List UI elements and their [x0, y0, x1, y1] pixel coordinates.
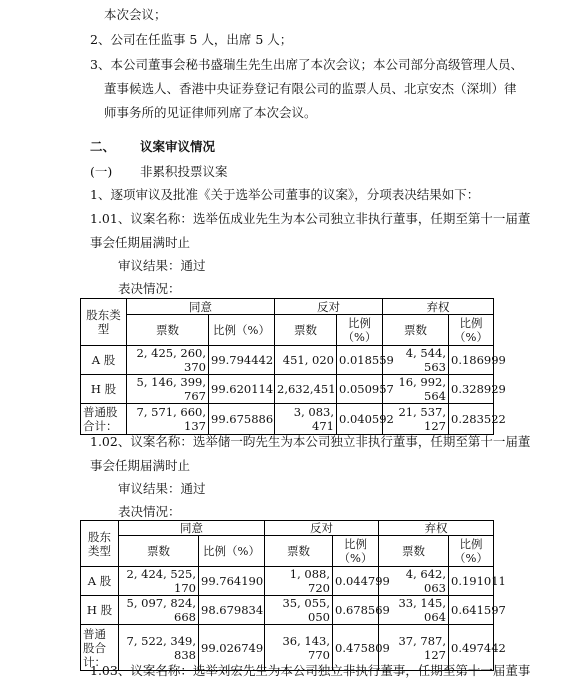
- header-abstain: 弃权: [383, 299, 494, 315]
- cell-abstain-votes: 33, 145, 064: [379, 596, 449, 625]
- cell-against-votes: 2,632,451: [275, 375, 337, 404]
- cell-abstain-ratio: 0.283522: [449, 404, 494, 435]
- cell-abstain-votes: 37, 787, 127: [379, 625, 449, 671]
- cell-against-votes: 3, 083, 471: [275, 404, 337, 435]
- header-against-ratio: 比例（%）: [337, 315, 383, 346]
- cell-type: H 股: [81, 375, 127, 404]
- intro-item-3-line-1: 3、本公司董事会秘书盛瑞生先生出席了本次会议；本公司部分高级管理人员、: [90, 57, 523, 72]
- cell-type: H 股: [81, 596, 119, 625]
- intro-item-3-line-3: 师事务所的见证律师列席了本次会议。: [104, 105, 317, 120]
- motion-2-title-line-1: 1.02、议案名称：选举储一昀先生为本公司独立非执行董事，任期至第十一届董: [90, 434, 531, 449]
- cell-abstain-votes: 16, 992, 564: [383, 375, 449, 404]
- cell-type: A 股: [81, 567, 119, 596]
- motion-2-vote-label: 表决情况：: [118, 504, 181, 519]
- header-shareholder-type: 股东类型: [81, 521, 119, 567]
- section-title: 议案审议情况: [140, 139, 216, 154]
- header-agree-ratio: 比例（%）: [209, 315, 275, 346]
- cell-against-votes: 35, 055, 050: [265, 596, 333, 625]
- cell-abstain-votes: 21, 537, 127: [383, 404, 449, 435]
- cell-against-ratio: 0.018559: [337, 346, 383, 375]
- motion-2-result: [118, 481, 206, 497]
- cell-agree-votes: 5, 146, 399, 767: [127, 375, 209, 404]
- cell-abstain-ratio: 0.186999: [449, 346, 494, 375]
- cell-agree-votes: 5, 097, 824, 668: [119, 596, 199, 625]
- header-shareholder-type: 股东类型: [81, 299, 127, 346]
- cell-against-votes: 1, 088, 720: [265, 567, 333, 596]
- cell-agree-ratio: 99.764190: [199, 567, 265, 596]
- cell-abstain-ratio: 0.641597: [449, 596, 494, 625]
- cell-agree-votes: 7, 522, 349, 838: [119, 625, 199, 671]
- cell-abstain-ratio: 0.191011: [449, 567, 494, 596]
- header-agree: 同意: [119, 521, 265, 536]
- motion-1-vote-label: 表决情况：: [118, 281, 181, 296]
- table-row: [81, 375, 494, 404]
- header-abstain-ratio: 比例（%）: [449, 315, 494, 346]
- cell-against-ratio: 0.678569: [333, 596, 379, 625]
- cell-against-ratio: 0.475809: [333, 625, 379, 671]
- intro-item-3-line-2: 董事候选人、香港中央证券登记有限公司的监票人员、北京安杰（深圳）律: [104, 81, 517, 96]
- motion-lead: 1、逐项审议及批准《关于选举公司董事的议案》，分项表决结果如下：: [90, 187, 480, 202]
- header-against: 反对: [265, 521, 379, 536]
- header-against-ratio: 比例（%）: [333, 536, 379, 567]
- cell-agree-ratio: 99.026749: [199, 625, 265, 671]
- header-abstain-ratio: 比例（%）: [449, 536, 494, 567]
- motion-1-vote-table: [80, 298, 506, 435]
- table-row: [81, 404, 494, 435]
- subsection-title: 非累积投票议案: [140, 164, 228, 179]
- cell-agree-votes: 2, 424, 525, 170: [119, 567, 199, 596]
- cell-agree-ratio: 99.794442: [209, 346, 275, 375]
- cell-type: A 股: [81, 346, 127, 375]
- table-row: [81, 567, 494, 596]
- header-against: 反对: [275, 299, 383, 315]
- result-value: 通过: [180, 481, 206, 496]
- cell-agree-votes: 7, 571, 660, 137: [127, 404, 209, 435]
- header-abstain-votes: 票数: [379, 536, 449, 567]
- cell-against-votes: 36, 143, 770: [265, 625, 333, 671]
- header-against-votes: 票数: [275, 315, 337, 346]
- cell-abstain-votes: 4, 642, 063: [379, 567, 449, 596]
- cell-type: 普通股合计：: [81, 625, 119, 671]
- header-agree-votes: 票数: [119, 536, 199, 567]
- cell-abstain-ratio: 0.328929: [449, 375, 494, 404]
- cell-abstain-votes: 4, 544, 563: [383, 346, 449, 375]
- motion-3-title-line-1: 1.03、议案名称：选举刘宏先生为本公司独立非执行董事，任期至第十一届董事: [90, 663, 531, 678]
- cell-against-votes: 451, 020: [275, 346, 337, 375]
- cell-abstain-ratio: 0.497442: [449, 625, 494, 671]
- header-agree-votes: 票数: [127, 315, 209, 346]
- header-agree: 同意: [127, 299, 275, 315]
- subsection-number: (一): [90, 164, 113, 179]
- motion-1-result: [118, 258, 206, 274]
- section-number: 二、: [90, 139, 116, 154]
- header-against-votes: 票数: [265, 536, 333, 567]
- intro-line-0: 本次会议；: [104, 7, 167, 22]
- table-row: [81, 596, 494, 625]
- motion-1-title-line-2: 事会任期届满时止: [90, 235, 191, 250]
- header-agree-ratio: 比例（%）: [199, 536, 265, 567]
- cell-agree-ratio: 99.620114: [209, 375, 275, 404]
- table-row: [81, 346, 494, 375]
- result-label: 审议结果：: [118, 481, 181, 496]
- cell-against-ratio: 0.044799: [333, 567, 379, 596]
- intro-item-2: 2、公司在任监事 5 人，出席 5 人；: [90, 32, 293, 47]
- cell-agree-ratio: 99.675886: [209, 404, 275, 435]
- motion-2-title-line-2: 事会任期届满时止: [90, 458, 191, 473]
- cell-agree-ratio: 98.679834: [199, 596, 265, 625]
- cell-against-ratio: 0.050957: [337, 375, 383, 404]
- header-abstain: 弃权: [379, 521, 494, 536]
- cell-against-ratio: 0.040592: [337, 404, 383, 435]
- result-label: 审议结果：: [118, 258, 181, 273]
- header-abstain-votes: 票数: [383, 315, 449, 346]
- result-value: 通过: [180, 258, 206, 273]
- motion-1-title-line-1: 1.01、议案名称：选举伍成业先生为本公司独立非执行董事，任期至第十一届董: [90, 211, 531, 226]
- cell-type: 普通股合计：: [81, 404, 127, 435]
- cell-agree-votes: 2, 425, 260, 370: [127, 346, 209, 375]
